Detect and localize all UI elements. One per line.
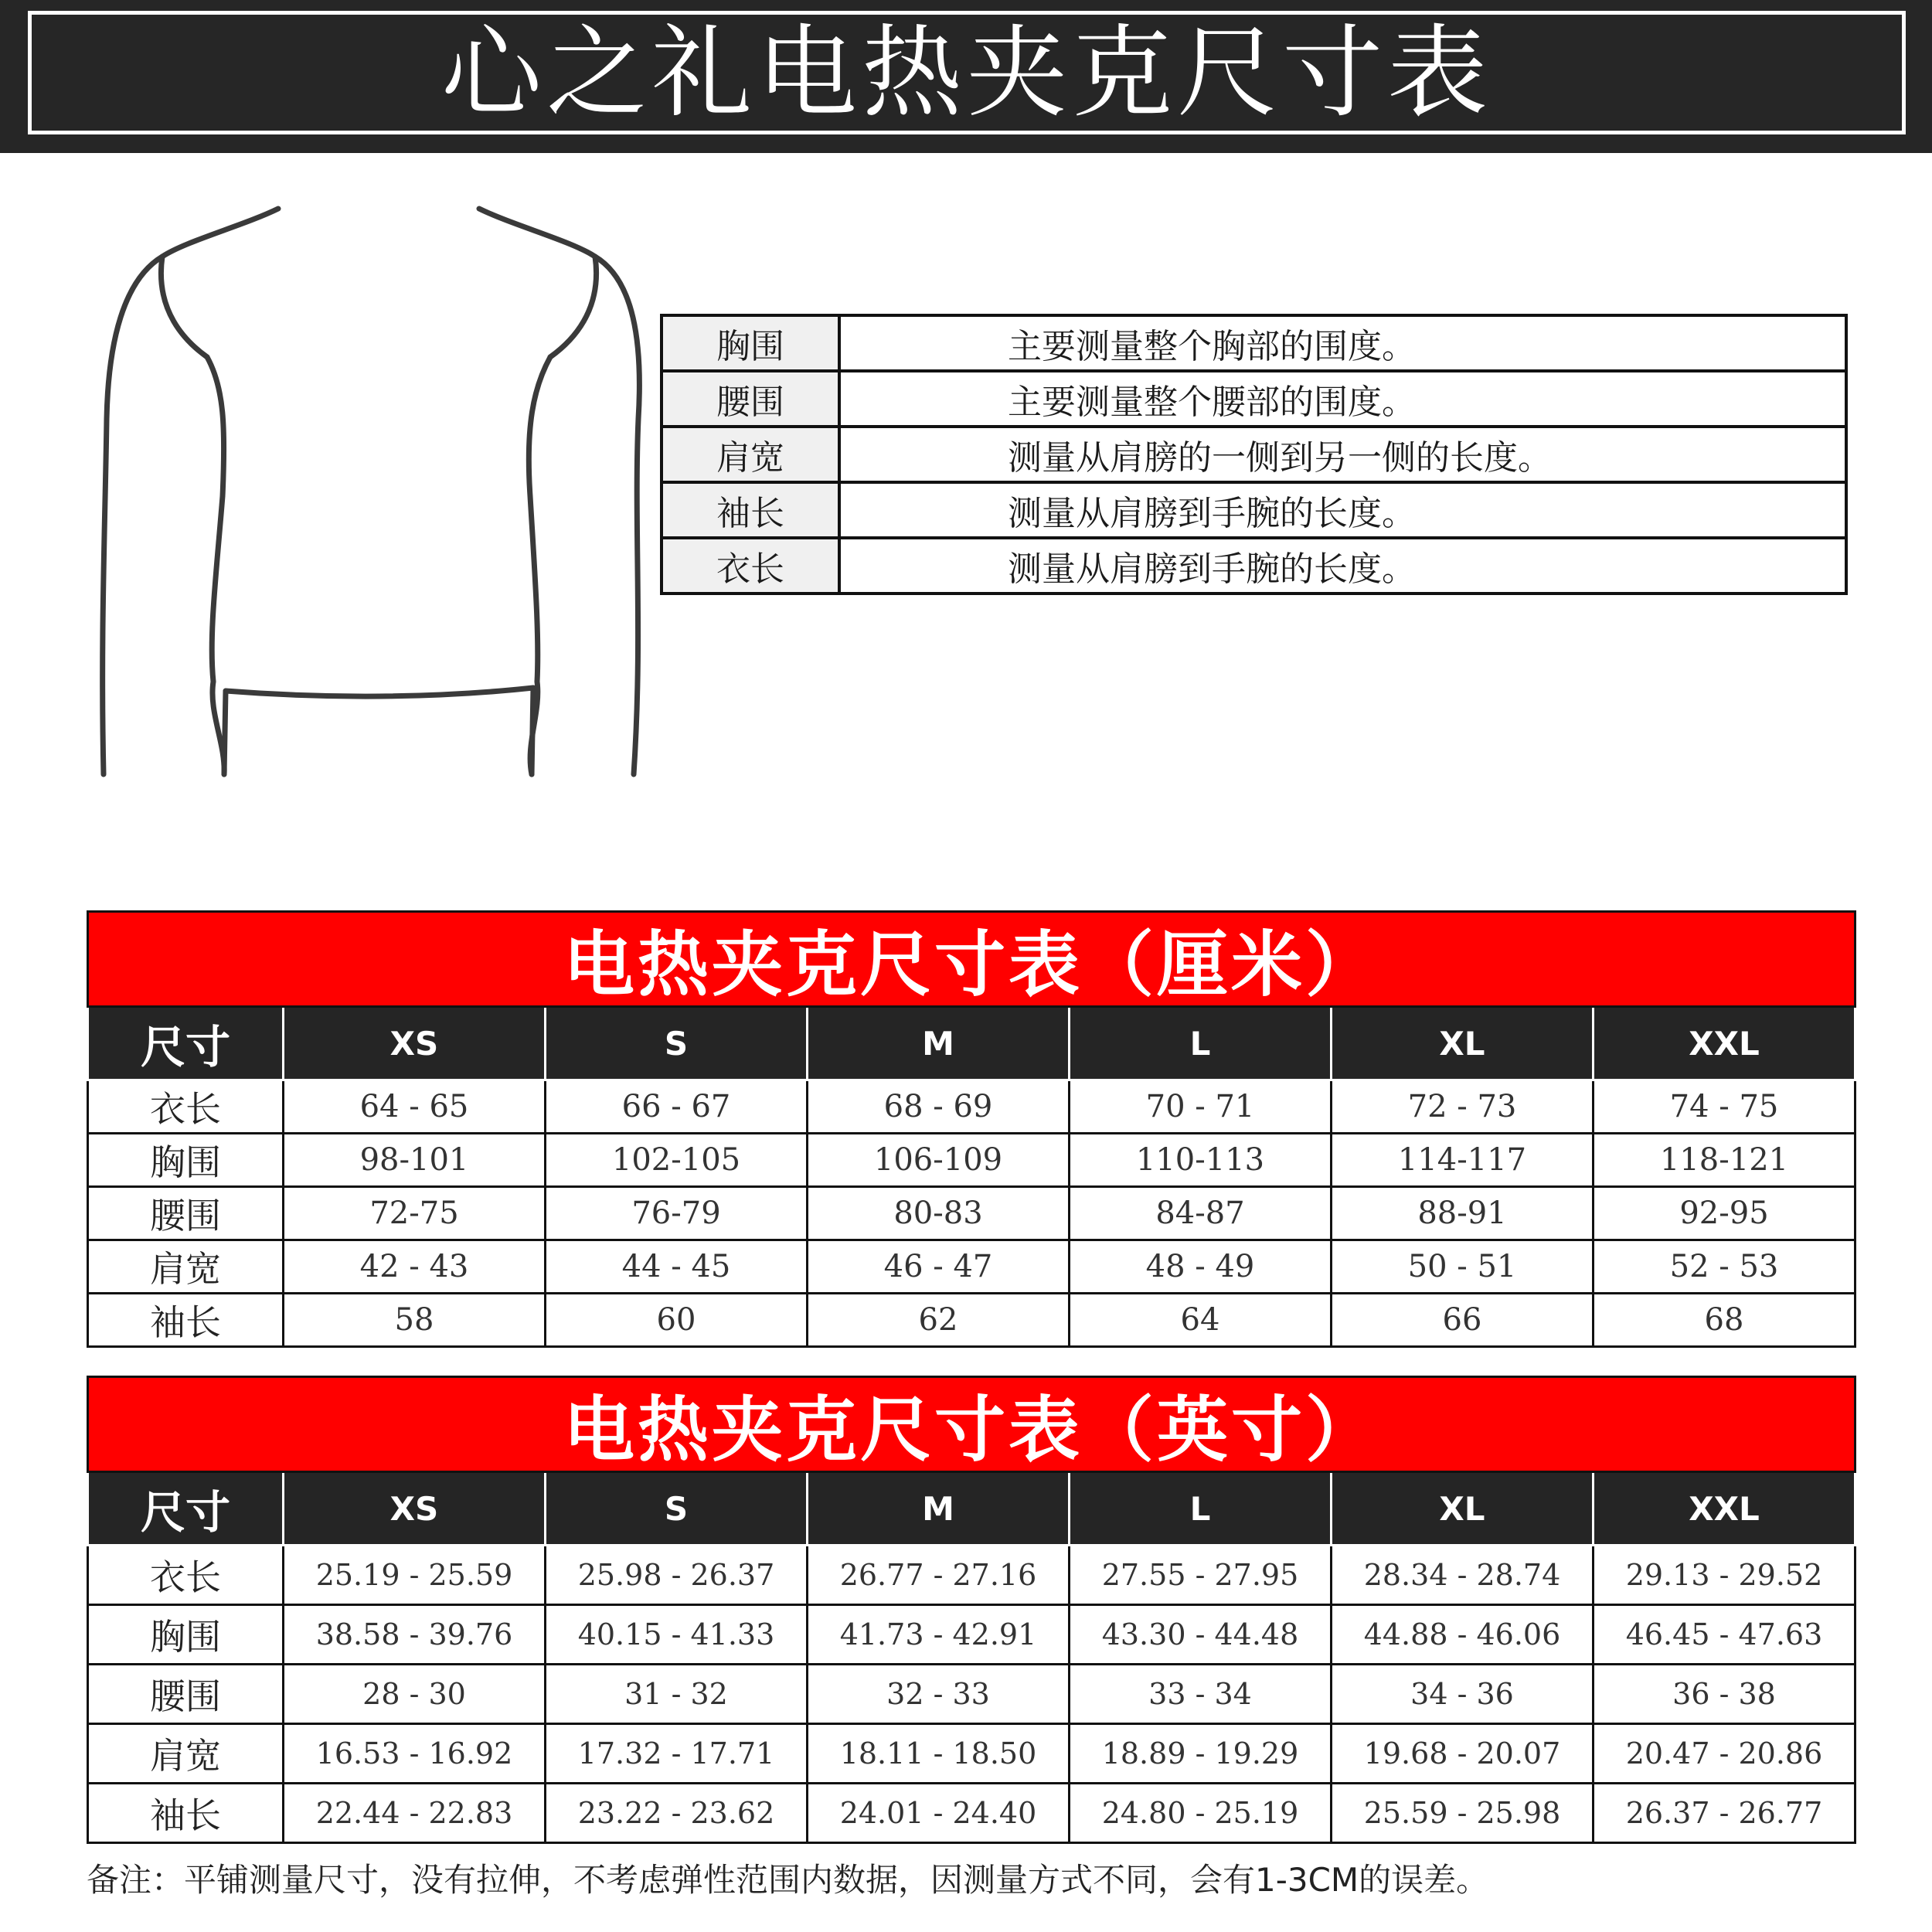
table-cell: 98-101 <box>284 1134 546 1187</box>
table-row <box>88 1784 1855 1843</box>
size-column-header: L <box>1070 1008 1332 1080</box>
page-title: 心之礼电热夹克尺寸表 <box>440 14 1492 131</box>
table-cell: 72 - 73 <box>1332 1080 1594 1134</box>
table-cell: 28.34 - 28.74 <box>1332 1546 1594 1605</box>
table-cell: 68 - 69 <box>808 1080 1070 1134</box>
table-cell: 84-87 <box>1070 1187 1332 1240</box>
table-cell: 26.77 - 27.16 <box>808 1546 1070 1605</box>
table-cell: 52 - 53 <box>1594 1240 1855 1294</box>
table-cell: 26.37 - 26.77 <box>1594 1784 1855 1843</box>
table-cell: 24.80 - 25.19 <box>1070 1784 1332 1843</box>
definition-term: 腰围 <box>662 371 839 427</box>
table-cell: 118-121 <box>1594 1134 1855 1187</box>
table-cell: 34 - 36 <box>1332 1665 1594 1724</box>
size-column-header: S <box>546 1473 808 1546</box>
table-cell: 33 - 34 <box>1070 1665 1332 1724</box>
row-label: 胸围 <box>88 1134 284 1187</box>
table-cell: 50 - 51 <box>1332 1240 1594 1294</box>
table-cell: 60 <box>546 1294 808 1347</box>
footnote: 备注：平铺测量尺寸，没有拉伸，不考虑弹性范围内数据，因测量方式不同，会有1-3CM的误差。 <box>87 1861 1489 1899</box>
table-row <box>88 1724 1855 1784</box>
table-cell: 36 - 38 <box>1594 1665 1855 1724</box>
table-cell: 16.53 - 16.92 <box>284 1724 546 1784</box>
size-chart-cm-title: 电热夹克尺寸表（厘米） <box>87 910 1856 1008</box>
row-label: 胸围 <box>88 1605 284 1665</box>
size-header-label: 尺寸 <box>88 1008 284 1080</box>
definition-term: 胸围 <box>662 315 839 371</box>
table-cell: 23.22 - 23.62 <box>546 1784 808 1843</box>
title-banner <box>0 0 1932 153</box>
table-cell: 114-117 <box>1332 1134 1594 1187</box>
row-label: 衣长 <box>88 1546 284 1605</box>
table-cell: 18.11 - 18.50 <box>808 1724 1070 1784</box>
row-label: 衣长 <box>88 1080 284 1134</box>
title-frame <box>28 11 1906 134</box>
table-cell: 44 - 45 <box>546 1240 808 1294</box>
table-cell: 64 <box>1070 1294 1332 1347</box>
size-column-header: XL <box>1332 1473 1594 1546</box>
size-column-header: XXL <box>1594 1473 1855 1546</box>
table-cell: 80-83 <box>808 1187 1070 1240</box>
table-cell: 32 - 33 <box>808 1665 1070 1724</box>
row-label: 腰围 <box>88 1665 284 1724</box>
table-cell: 22.44 - 22.83 <box>284 1784 546 1843</box>
size-chart-cm <box>87 910 1856 1348</box>
table-cell: 25.19 - 25.59 <box>284 1546 546 1605</box>
table-cell: 38.58 - 39.76 <box>284 1605 546 1665</box>
size-table-inch <box>87 1473 1856 1844</box>
table-cell: 42 - 43 <box>284 1240 546 1294</box>
table-cell: 110-113 <box>1070 1134 1332 1187</box>
definition-row <box>662 371 1846 427</box>
definition-row <box>662 538 1846 594</box>
row-label: 腰围 <box>88 1187 284 1240</box>
row-label: 袖长 <box>88 1784 284 1843</box>
table-row <box>88 1134 1855 1187</box>
definition-description: 主要测量整个胸部的围度。 <box>839 315 1846 371</box>
table-cell: 25.59 - 25.98 <box>1332 1784 1594 1843</box>
table-row <box>88 1605 1855 1665</box>
definition-term: 肩宽 <box>662 427 839 482</box>
table-cell: 19.68 - 20.07 <box>1332 1724 1594 1784</box>
table-cell: 24.01 - 24.40 <box>808 1784 1070 1843</box>
table-cell: 43.30 - 44.48 <box>1070 1605 1332 1665</box>
table-cell: 76-79 <box>546 1187 808 1240</box>
row-label: 袖长 <box>88 1294 284 1347</box>
table-cell: 66 - 67 <box>546 1080 808 1134</box>
table-row <box>88 1240 1855 1294</box>
definition-row <box>662 427 1846 482</box>
definition-term: 袖长 <box>662 482 839 538</box>
table-row <box>88 1187 1855 1240</box>
row-label: 肩宽 <box>88 1240 284 1294</box>
table-cell: 92-95 <box>1594 1187 1855 1240</box>
table-cell: 20.47 - 20.86 <box>1594 1724 1855 1784</box>
size-column-header: M <box>808 1008 1070 1080</box>
table-cell: 31 - 32 <box>546 1665 808 1724</box>
table-cell: 102-105 <box>546 1134 808 1187</box>
table-cell: 28 - 30 <box>284 1665 546 1724</box>
table-cell: 62 <box>808 1294 1070 1347</box>
size-column-header: M <box>808 1473 1070 1546</box>
size-column-header: L <box>1070 1473 1332 1546</box>
jacket-body-outline-icon <box>93 202 649 782</box>
definition-term: 衣长 <box>662 538 839 594</box>
measurement-definitions <box>660 314 1848 595</box>
table-cell: 72-75 <box>284 1187 546 1240</box>
table-row <box>88 1294 1855 1347</box>
table-cell: 41.73 - 42.91 <box>808 1605 1070 1665</box>
table-cell: 48 - 49 <box>1070 1240 1332 1294</box>
table-cell: 29.13 - 29.52 <box>1594 1546 1855 1605</box>
size-header-label: 尺寸 <box>88 1473 284 1546</box>
table-cell: 70 - 71 <box>1070 1080 1332 1134</box>
size-column-header: XL <box>1332 1008 1594 1080</box>
definition-description: 主要测量整个腰部的围度。 <box>839 371 1846 427</box>
size-table-cm <box>87 1008 1856 1348</box>
definition-description: 测量从肩膀到手腕的长度。 <box>839 538 1846 594</box>
table-cell: 88-91 <box>1332 1187 1594 1240</box>
table-cell: 58 <box>284 1294 546 1347</box>
size-chart-inch-title: 电热夹克尺寸表（英寸） <box>87 1376 1856 1473</box>
definition-row <box>662 315 1846 371</box>
table-cell: 66 <box>1332 1294 1594 1347</box>
definition-description: 测量从肩膀到手腕的长度。 <box>839 482 1846 538</box>
table-cell: 44.88 - 46.06 <box>1332 1605 1594 1665</box>
size-column-header: XS <box>284 1008 546 1080</box>
size-column-header: S <box>546 1008 808 1080</box>
table-cell: 64 - 65 <box>284 1080 546 1134</box>
table-cell: 25.98 - 26.37 <box>546 1546 808 1605</box>
table-cell: 106-109 <box>808 1134 1070 1187</box>
table-cell: 46.45 - 47.63 <box>1594 1605 1855 1665</box>
table-row <box>88 1665 1855 1724</box>
size-column-header: XS <box>284 1473 546 1546</box>
definition-row <box>662 482 1846 538</box>
table-cell: 18.89 - 19.29 <box>1070 1724 1332 1784</box>
size-column-header: XXL <box>1594 1008 1855 1080</box>
table-cell: 68 <box>1594 1294 1855 1347</box>
row-label: 肩宽 <box>88 1724 284 1784</box>
size-chart-inch <box>87 1376 1856 1844</box>
table-cell: 46 - 47 <box>808 1240 1070 1294</box>
table-cell: 17.32 - 17.71 <box>546 1724 808 1784</box>
table-cell: 74 - 75 <box>1594 1080 1855 1134</box>
table-cell: 27.55 - 27.95 <box>1070 1546 1332 1605</box>
definition-description: 测量从肩膀的一侧到另一侧的长度。 <box>839 427 1846 482</box>
table-row <box>88 1080 1855 1134</box>
table-row <box>88 1546 1855 1605</box>
table-cell: 40.15 - 41.33 <box>546 1605 808 1665</box>
